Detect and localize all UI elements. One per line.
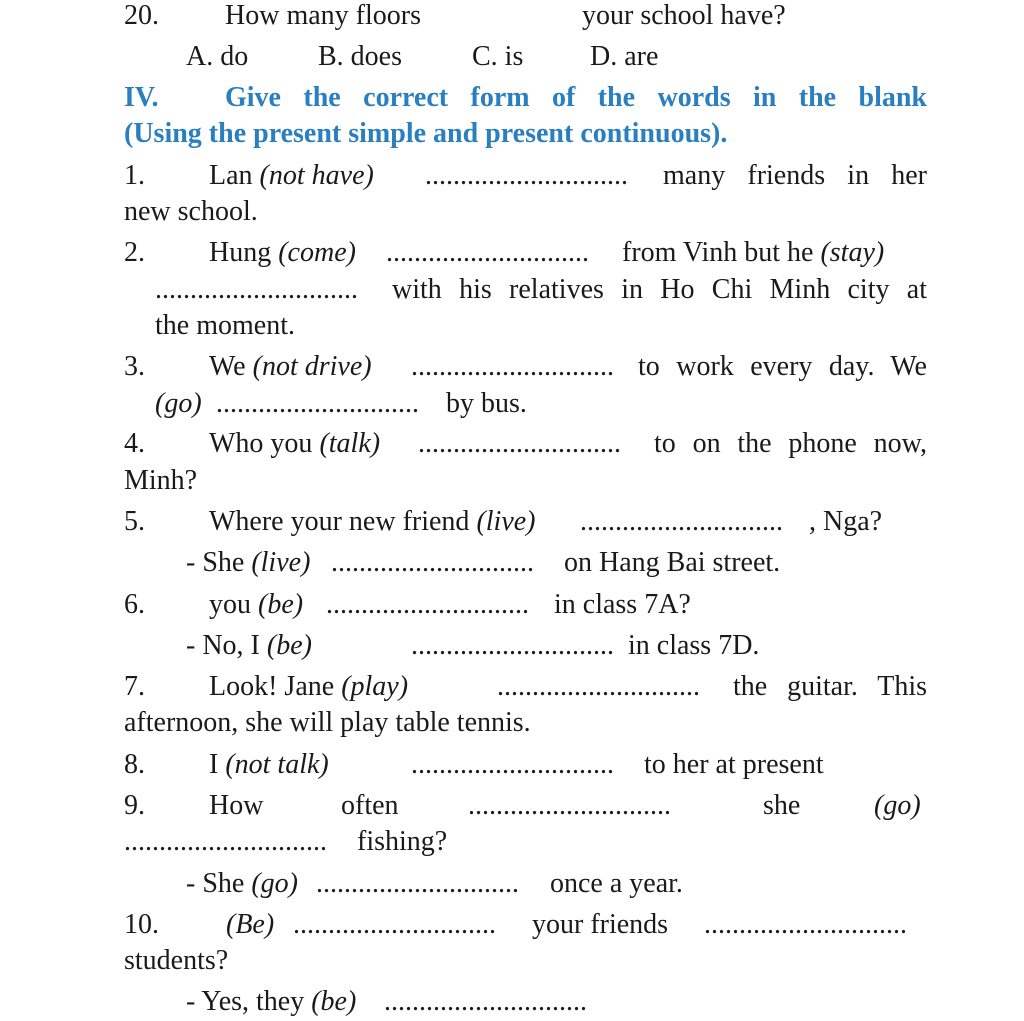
q1-verb: (not have) [259,160,374,191]
section-title-line1: Give the correct form of the words in the blank [225,82,927,113]
q10-answer-blank: ............................. [384,986,587,1017]
q8-number: 8. [124,749,145,780]
q10-answer-verb: (be) [311,986,357,1017]
q2-number: 2. [124,237,145,268]
q3-blank2: ............................. [216,388,419,419]
q4-line2: Minh? [124,465,198,496]
q5-blank: ............................. [580,506,783,537]
q9-verb-wrap [874,792,921,820]
q7-blank: ............................. [497,671,700,702]
section-title-line2: (Using the present simple and present continuous). [124,118,728,149]
q2-line1: Hung (come) [209,237,356,268]
q5-after: , Nga? [809,506,883,537]
q6-line1: you (be) [209,589,304,620]
q1-blank: ............................. [425,160,628,191]
q8-after: to her at present [644,749,824,780]
q1-after: many friends in her [663,160,927,191]
q4-number: 4. [124,428,145,459]
q10-blank2: ............................. [704,909,907,940]
q7-number: 7. [124,671,145,702]
q2-mid: from Vinh but he (stay) [622,237,885,268]
q3-after: to work every day. We [638,351,927,382]
q6-answer-verb: (be) [266,630,312,661]
q2-line2: with his relatives in Ho Chi Minh city at [392,274,927,305]
q20-text-b: your school have? [582,0,786,31]
q5-line1: Where your new friend (live) [209,506,536,537]
q6-number: 6. [124,589,145,620]
q6-blank: ............................. [326,589,529,620]
q3-blank1: ............................. [411,351,614,382]
q20-option-d: D. are [590,41,659,72]
q2-verb2: (stay) [820,237,885,268]
q1-number: 1. [124,160,145,191]
q1-line2: new school. [124,196,258,227]
q9-word-she: she [763,790,801,821]
q1-line1: Lan (not have) [209,160,374,191]
q5-answer: - She (live) [186,547,311,578]
q10-number: 10. [124,909,159,940]
q7-line2: afternoon, she will play table tennis. [124,707,531,738]
q6-answer-blank: ............................. [411,630,614,661]
q9-word-how: How [209,790,264,821]
q3-verb1: (not drive) [252,351,372,382]
q6-after: in class 7A? [554,589,691,620]
q5-answer-blank: ............................. [331,547,534,578]
q9-line2: fishing? [357,826,448,857]
q9-answer-verb: (go) [251,868,298,899]
q2-verb1: (come) [278,237,356,268]
q6-answer: - No, I (be) [186,630,312,661]
q10-blank1: ............................. [293,909,496,940]
q8-line1: I (not talk) [209,749,329,780]
q10-line2: students? [124,945,229,976]
q4-verb: (talk) [319,428,381,459]
q20-option-b: B. does [318,41,402,72]
q10-answer: - Yes, they (be) [186,986,357,1017]
q9-number: 9. [124,790,145,821]
q3-line2 [155,390,202,418]
q7-line1: Look! Jane (play) [209,671,409,702]
q5-answer-end: on Hang Bai street. [564,547,781,578]
q9-blank2: ............................. [124,826,327,857]
q6-verb: (be) [258,589,304,620]
q7-after: the guitar. This [733,671,927,702]
q10-verb: (Be) [226,909,275,940]
q20-option-c: C. is [472,41,524,72]
q9-answer-end: once a year. [550,868,683,899]
q5-answer-verb: (live) [251,547,311,578]
q7-verb: (play) [341,671,409,702]
q20-text-a: How many floors [225,0,421,31]
q3-verb2: (go) [155,388,202,419]
q2-blank2: ............................. [155,274,358,305]
q2-blank1: ............................. [386,237,589,268]
q20-number: 20. [124,0,159,31]
q5-number: 5. [124,506,145,537]
q10-middle: your friends [532,909,669,940]
q3-end: by bus. [446,388,527,419]
q6-answer-end: in class 7D. [628,630,760,661]
section-number: IV. [124,82,159,113]
q4-line1: Who you (talk) [209,428,381,459]
q3-line1: We (not drive) [209,351,372,382]
q2-line3: the moment. [155,310,295,341]
q9-word-often: often [341,790,399,821]
q4-blank: ............................. [418,428,621,459]
q4-after: to on the phone now, [654,428,927,459]
q9-answer-blank: ............................. [316,868,519,899]
q5-verb: (live) [476,506,536,537]
q10-verb-wrap [226,911,274,939]
q9-verb: (go) [874,790,921,821]
q3-number: 3. [124,351,145,382]
q20-option-a: A. do [186,41,249,72]
q8-blank: ............................. [411,749,614,780]
q9-answer: - She (go) [186,868,298,899]
q9-blank1: ............................. [468,790,671,821]
q8-verb: (not talk) [225,749,329,780]
